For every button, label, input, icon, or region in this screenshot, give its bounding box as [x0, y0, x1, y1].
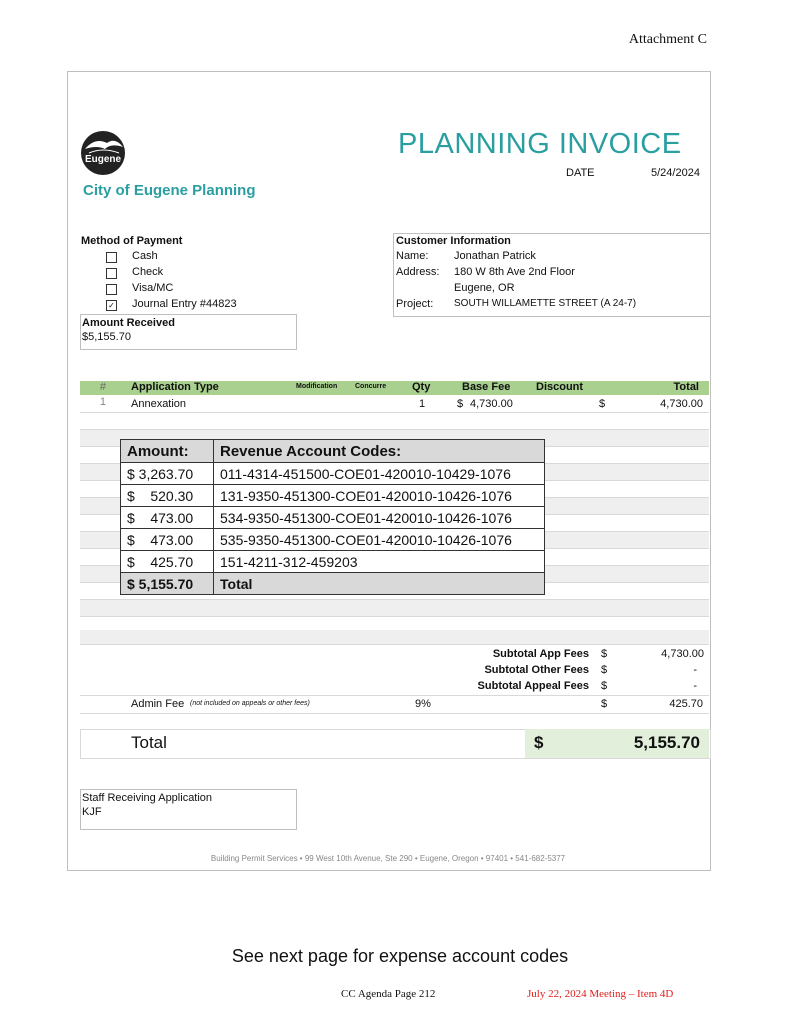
revenue-codes-header: Revenue Account Codes: — [214, 440, 545, 463]
visa-mc-label: Visa/MC — [132, 282, 174, 294]
amount-received-box — [80, 314, 297, 350]
journal-entry-label: Journal Entry #44823 — [132, 298, 237, 310]
col-qty: Qty — [412, 381, 431, 393]
subtotal-other-fees-label: Subtotal Other Fees — [484, 664, 589, 676]
customer-title: Customer Information — [396, 235, 511, 247]
application-table-header — [80, 381, 709, 395]
journal-entry-checkbox[interactable]: ✓ — [106, 300, 117, 311]
revenue-amount: $ 473.00 — [121, 507, 214, 529]
payment-method-title: Method of Payment — [81, 235, 183, 247]
row-total-currency: $ — [599, 398, 606, 410]
visa-mc-checkbox[interactable] — [106, 284, 117, 295]
col-concurrent: Concurre — [355, 383, 387, 390]
agenda-page: CC Agenda Page 212 — [341, 988, 436, 1000]
admin-fee-currency: $ — [601, 698, 608, 710]
row-type: Annexation — [131, 398, 187, 410]
row-qty: 1 — [419, 398, 426, 410]
logo-text: Eugene — [84, 154, 122, 165]
date-value: 5/24/2024 — [651, 167, 700, 179]
date-label: DATE — [566, 167, 595, 179]
row-total: 4,730.00 — [660, 398, 703, 410]
project-label: Project: — [396, 298, 434, 310]
project-value: SOUTH WILLAMETTE STREET (A 24-7) — [454, 298, 637, 309]
revenue-code: 534-9350-451300-COE01-420010-10426-1076 — [214, 507, 545, 529]
table-row — [121, 529, 545, 551]
row-base-currency: $ — [457, 398, 464, 410]
revenue-total-label: Total — [214, 573, 545, 595]
admin-fee-label: Admin Fee — [131, 698, 185, 710]
col-application-type: Application Type — [131, 381, 219, 393]
amount-received-label: Amount Received — [82, 317, 175, 329]
subtotal-appeal-fees-label: Subtotal Appeal Fees — [477, 680, 589, 692]
amount-received-value: $5,155.70 — [82, 331, 131, 343]
staff-value: KJF — [82, 806, 102, 818]
revenue-code: 131-9350-451300-COE01-420010-10426-1076 — [214, 485, 545, 507]
subtotal-app-fees-value: 4,730.00 — [661, 648, 704, 660]
revenue-amount: $ 520.30 — [121, 485, 214, 507]
cash-label: Cash — [132, 250, 158, 262]
row-base-fee: 4,730.00 — [470, 398, 513, 410]
next-page-note: See next page for expense account codes — [231, 946, 569, 966]
admin-fee-note: (not included on appeals or other fees) — [190, 700, 310, 707]
customer-address-line2: Eugene, OR — [454, 282, 515, 294]
staff-receiving-box — [80, 789, 297, 830]
subtotal-other-currency: $ — [601, 664, 608, 676]
revenue-amount-header: Amount: — [121, 440, 214, 463]
total-label: Total — [131, 733, 167, 752]
total-value: 5,155.70 — [633, 733, 700, 752]
total-currency: $ — [534, 733, 544, 752]
check-checkbox[interactable] — [106, 268, 117, 279]
check-label: Check — [132, 266, 164, 278]
admin-fee-row — [80, 695, 709, 714]
city-name: City of Eugene Planning — [83, 182, 256, 199]
subtotal-appeal-fees-value: - — [693, 680, 697, 692]
revenue-total-amount: $ 5,155.70 — [121, 573, 214, 595]
customer-info-box — [393, 233, 711, 317]
col-modification: Modification — [296, 383, 338, 390]
revenue-amount: $ 473.00 — [121, 529, 214, 551]
meeting-item: July 22, 2024 Meeting – Item 4D — [527, 988, 674, 1000]
table-row — [121, 485, 545, 507]
col-discount: Discount — [536, 381, 584, 393]
row-num: 1 — [99, 396, 106, 408]
revenue-code: 011-4314-451500-COE01-420010-10429-1076 — [214, 463, 545, 485]
subtotal-appeal-currency: $ — [601, 680, 608, 692]
name-label: Name: — [396, 250, 429, 262]
col-base-fee: Base Fee — [462, 381, 511, 393]
revenue-amount: $ 425.70 — [121, 551, 214, 573]
table-row — [121, 463, 545, 485]
empty-row — [80, 630, 709, 645]
staff-label: Staff Receiving Application — [82, 792, 213, 804]
revenue-amount: $ 3,263.70 — [121, 463, 214, 485]
empty-row — [80, 600, 709, 617]
customer-name: Jonathan Patrick — [454, 250, 536, 262]
table-row — [80, 396, 709, 413]
footer-address: Building Permit Services • 99 West 10th Avenue, Ste 290 • Eugene, Oregon • 97401 • 541-682-5377 — [210, 854, 566, 863]
col-total: Total — [673, 381, 699, 393]
revenue-code: 535-9350-451300-COE01-420010-10426-1076 — [214, 529, 545, 551]
admin-fee-value: 425.70 — [669, 698, 703, 710]
revenue-code: 151-4211-312-459203 — [214, 551, 545, 573]
attachment-label: Attachment C — [628, 32, 707, 47]
cash-checkbox[interactable] — [106, 252, 117, 263]
admin-fee-percent: 9% — [415, 698, 431, 710]
subtotal-app-fees-label: Subtotal App Fees — [492, 648, 589, 660]
col-num: # — [99, 381, 106, 393]
revenue-account-codes-table — [120, 439, 545, 595]
address-label: Address: — [396, 266, 440, 278]
invoice-title: PLANNING INVOICE — [398, 128, 682, 160]
city-logo — [81, 131, 141, 175]
table-row — [121, 507, 545, 529]
empty-row — [80, 413, 709, 430]
table-row — [121, 551, 545, 573]
subtotal-other-fees-value: - — [693, 664, 697, 676]
customer-address-line1: 180 W 8th Ave 2nd Floor — [454, 266, 575, 278]
subtotal-app-currency: $ — [601, 648, 608, 660]
